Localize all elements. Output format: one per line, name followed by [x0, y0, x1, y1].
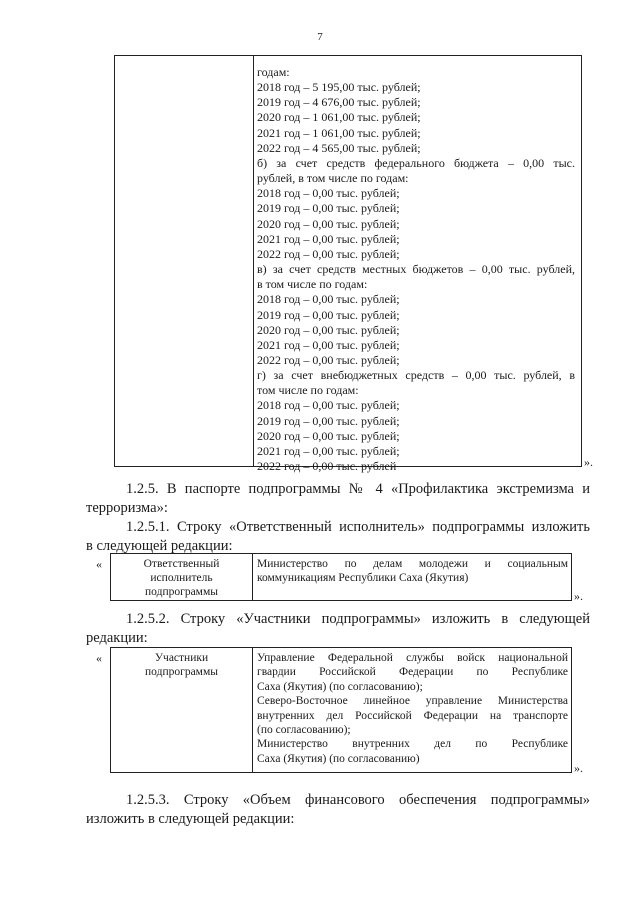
funding-line: 2019 год – 0,00 тыс. рублей; [257, 413, 400, 428]
funding-line: б) за счет средств федерального бюджета – 0,00 тыс. [257, 155, 575, 170]
executor-label-line: Ответственный [143, 558, 220, 570]
paragraph-line: редакции: [86, 630, 148, 646]
paragraph-1-2-5-2 [86, 610, 590, 648]
funding-line: 2020 год – 0,00 тыс. рублей; [257, 428, 400, 443]
funding-line: 2019 год – 4 676,00 тыс. рублей; [257, 95, 421, 110]
funding-line: в) за счет средств местных бюджетов – 0,00 тыс. рублей, [257, 262, 575, 277]
participants-value-line: гвардии Российской Федерации по Республике [257, 666, 568, 679]
funding-line: 2020 год – 1 061,00 тыс. рублей; [257, 110, 421, 125]
participants-value-line: внутренних дел Российской Федерации на транспорте [257, 709, 568, 722]
funding-table-closing-quote: ». [584, 455, 593, 469]
funding-line: г) за счет внебюджетных средств – 0,00 тыс. рублей, в [257, 368, 575, 383]
funding-line: 2022 год – 4 565,00 тыс. рублей; [257, 140, 421, 155]
participants-value-line: Управление Федеральной службы войск национальной [257, 652, 568, 664]
executor-value-line: Министерство по делам молодежи и социальным [257, 558, 568, 570]
funding-line: 2022 год – 0,00 тыс. рублей [257, 459, 397, 474]
funding-line: 2019 год – 0,00 тыс. рублей; [257, 307, 400, 322]
participants-value-line: (по согласованию); [257, 724, 351, 737]
funding-line: том числе по годам: [257, 383, 359, 398]
funding-table-left-cell [115, 56, 254, 466]
paragraph-line: 1.2.5. В паспорте подпрограммы № 4 «Профилактика экстремизма и [126, 481, 590, 497]
funding-line: 2021 год – 0,00 тыс. рублей; [257, 337, 400, 352]
funding-line: годам: [257, 65, 290, 79]
paragraph-line: в следующей редакции: [86, 538, 233, 554]
participants-value-line: Саха (Якутия) (по согласованию) [257, 752, 420, 765]
paragraph-line: 1.2.5.3. Строку «Объем финансового обеспечения подпрограммы» [126, 792, 590, 808]
participants-table-opening-quote: « [96, 651, 102, 665]
paragraph-1-2-5-3 [86, 791, 590, 829]
funding-table [114, 55, 582, 474]
funding-line: 2020 год – 0,00 тыс. рублей; [257, 322, 400, 337]
funding-line: 2022 год – 0,00 тыс. рублей; [257, 246, 400, 261]
funding-line: 2020 год – 0,00 тыс. рублей; [257, 216, 400, 231]
funding-line: 2018 год – 0,00 тыс. рублей; [257, 398, 400, 413]
paragraph-1-2-5-1 [86, 518, 590, 556]
funding-line: 2018 год – 0,00 тыс. рублей; [257, 292, 400, 307]
page-number: 7 [317, 31, 323, 43]
executor-table-closing-quote: ». [574, 589, 583, 603]
funding-table-right-cell [254, 56, 581, 474]
executor-table-value-cell [253, 554, 571, 600]
funding-line: 2021 год – 1 061,00 тыс. рублей; [257, 125, 421, 140]
participants-value-line: Северо-Восточное линейное управление Министерства [257, 695, 568, 708]
executor-value-line: коммуникациям Республики Саха (Якутия) [257, 572, 469, 585]
funding-line: 2019 год – 0,00 тыс. рублей; [257, 201, 400, 216]
funding-line: рублей, в том числе по годам: [257, 171, 409, 186]
funding-line: 2022 год – 0,00 тыс. рублей; [257, 352, 400, 367]
participants-table-label-cell [111, 648, 253, 772]
paragraph-line: терроризма»: [86, 500, 168, 516]
funding-line: 2018 год – 5 195,00 тыс. рублей; [257, 80, 421, 95]
funding-line: 2018 год – 0,00 тыс. рублей; [257, 186, 400, 201]
funding-line: в том числе по годам: [257, 277, 368, 292]
executor-table [110, 553, 572, 601]
funding-line: 2021 год – 0,00 тыс. рублей; [257, 443, 400, 458]
paragraph-line: 1.2.5.1. Строку «Ответственный исполнитель» подпрограммы изложить [126, 519, 590, 535]
participants-table-closing-quote: ». [574, 761, 583, 775]
participants-table [110, 647, 572, 773]
executor-table-label-cell [111, 554, 253, 600]
participants-value-line: Министерство внутренних дел по Республике [257, 738, 568, 751]
funding-line: 2021 год – 0,00 тыс. рублей; [257, 231, 400, 246]
executor-label-line: исполнитель [150, 572, 213, 584]
participants-table-value-cell [253, 648, 571, 772]
executor-table-opening-quote: « [96, 557, 102, 571]
participants-label-line: подпрограммы [145, 666, 218, 678]
participants-value-line: Саха (Якутия) (по согласованию); [257, 680, 423, 693]
paragraph-line: изложить в следующей редакции: [86, 811, 295, 827]
executor-label-line: подпрограммы [145, 586, 218, 598]
paragraph-1-2-5 [86, 480, 590, 518]
participants-label-line: Участники [154, 652, 209, 664]
paragraph-line: 1.2.5.2. Строку «Участники подпрограммы» изложить в следующей [126, 611, 590, 627]
